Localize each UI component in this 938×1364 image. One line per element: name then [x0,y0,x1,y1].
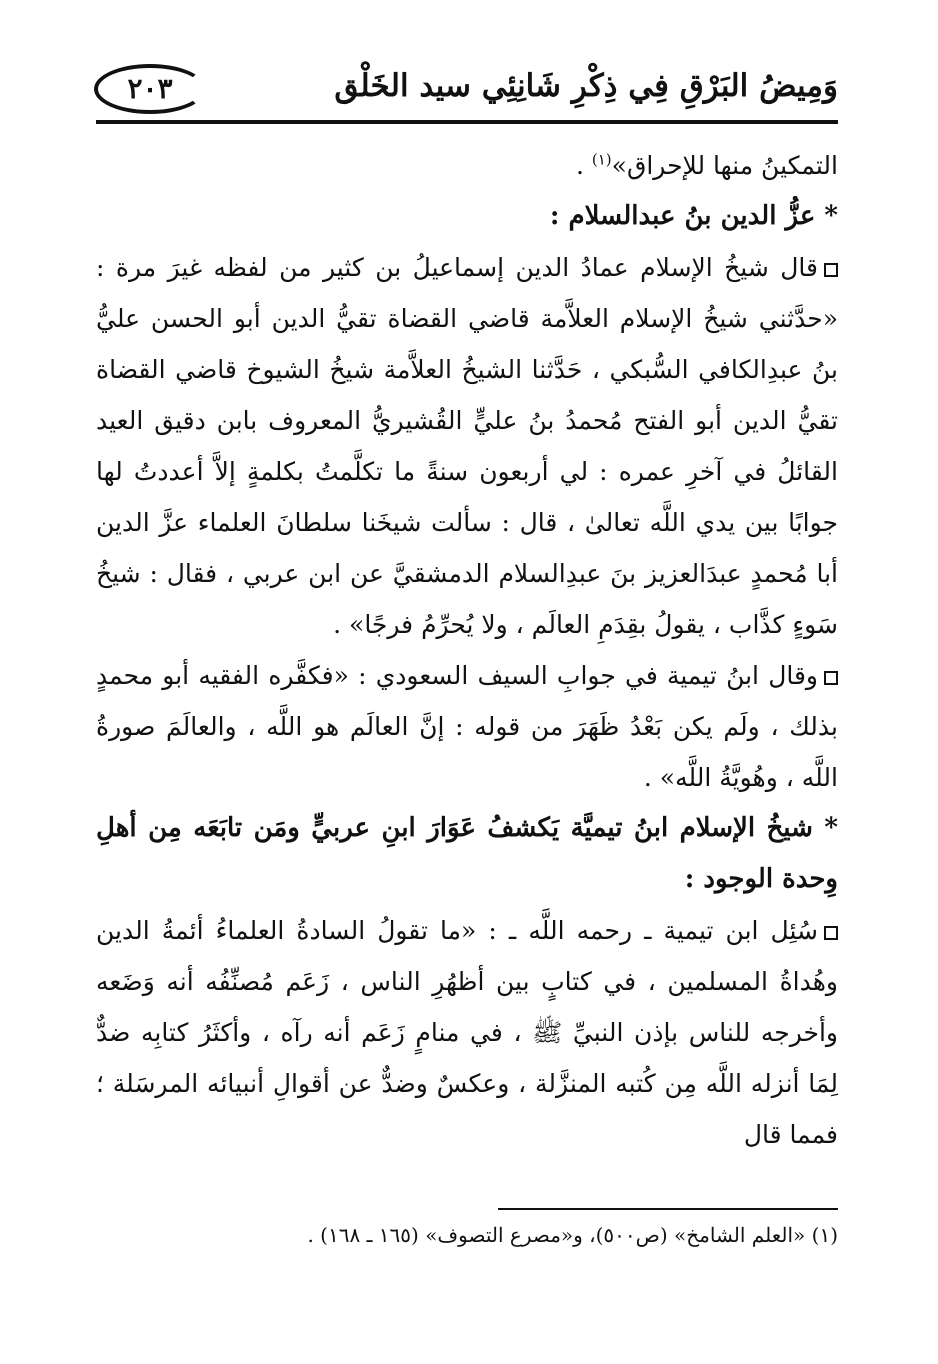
page-number: ٢٠٣ [94,64,206,114]
footnote: (١) «العلم الشامخ» (ص٥٠٠)، و«مصرع التصوف» (١٦٥ ـ ١٦٨) . [307,1223,838,1247]
footnote-rule [498,1208,838,1210]
running-title: وَمِيضُ البَرْقِ فِي ذِكْرِ شَانِئِي سيد الخَلْق [334,68,838,104]
paragraph-2-text: قال شيخُ الإسلام عمادُ الدين إسماعيلُ بن كثير من لفظه غيرَ مرة : «حدَّثني شيخُ الإسلام العلاَّمة قاضي القضاة تقيُّ الدين أبو الحسن عليُّ بنُ عبدِالكافي السُّبكي ، حَدَّثنا الشيخُ العلاَّمة شيخُ الشيوخ قاضي القضاة تقيُّ الدين أبو الفتح مُحمدُ بنُ عليٍّ القُشيريُّ المعروف بابن دقيق العيد القائلُ في آخرِ عمره : لي أربعون سنةً ما تكلَّمتُ بكلمةٍ إلاَّ أعددتُ لها جوابًا بين يدي اللَّه تعالىٰ ، قال : سألت شيخَنا سلطانَ العلماء عزَّ الدين أبا مُحمدٍ عبدَالعزيز بنَ عبدِالسلام الدمشقيَّ عن ابن عربي ، فقال : شيخُ سَوءٍ كذَّاب ، يقولُ بقِدَمِ العالَم ، ولا يُحرِّمُ فرجًا» . [96,253,838,639]
asterisk-marker-icon: * [812,813,838,843]
page-header [96,62,838,126]
paragraph-1-end: . [575,151,592,180]
footnote-ref: (١) [591,150,612,169]
box-marker-icon [824,926,838,940]
paragraph-4 [96,905,838,1160]
main-text [96,140,838,1160]
box-marker-icon [824,263,838,277]
asterisk-marker-icon: * [815,201,838,231]
section-heading-1 [96,191,838,242]
section-heading-1-text: عزُّ الدين بنُ عبدالسلام : [549,201,816,231]
paragraph-3 [96,650,838,803]
box-marker-icon [824,671,838,685]
paragraph-1-text: التمكينُ منها للإحراق» [611,151,838,180]
paragraph-2 [96,242,838,650]
section-heading-2-text: شيخُ الإسلام ابنُ تيميَّة يَكشفُ عَوَارَ ابنِ عربيٍّ ومَن تابَعَه مِن أهلِ وِحدة الوجود : [96,813,838,894]
section-heading-2 [96,803,838,905]
paragraph-3-text: وقال ابنُ تيمية في جوابِ السيف السعودي : «فكفَّره الفقيه أبو محمدٍ بذلك ، ولَم يكن بَعْدُ ظَهَرَ من قوله : إنَّ العالَم هو اللَّه ، والعالَمَ صورةُ اللَّه ، وهُويَّةُ اللَّه» . [96,661,838,792]
paragraph-1 [96,140,838,191]
paragraph-4-text: سُئِل ابن تيمية ـ رحمه اللَّه ـ : «ما تقولُ السادةُ العلماءُ أئمةُ الدين وهُداةُ المسلمين ، في كتابٍ بين أظهُرِ الناس ، زَعَم مُصنِّفُه أنه وَضَعه وأخرجه للناس بإذن النبيِّ ﷺ ، في منامٍ زَعَم أنه رآه ، وأكثَرُ كتابِه ضدٌّ لِمَا أنزله اللَّه مِن كُتبه المنزَّلة ، وعكسٌ وضدٌّ عن أقوالِ أنبيائه المرسَلة ؛ فمما قال [96,916,838,1149]
header-rule [96,120,838,124]
